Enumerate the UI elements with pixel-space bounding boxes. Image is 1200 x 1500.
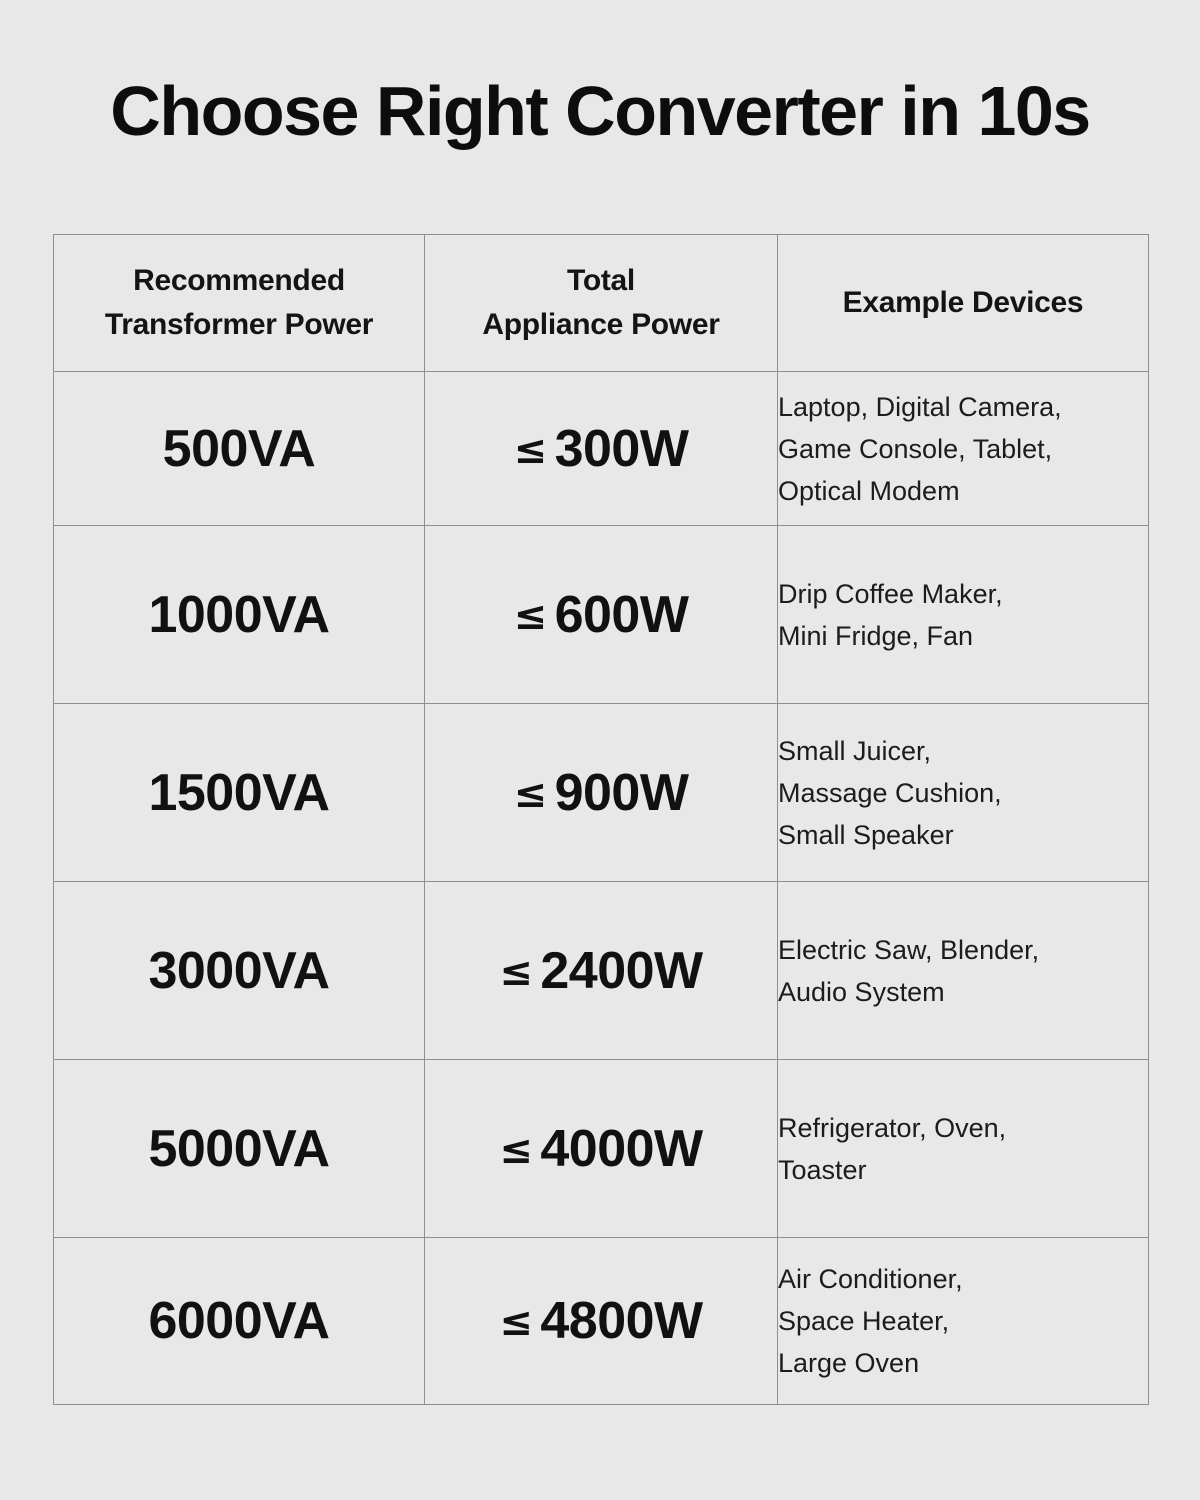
leq-symbol: ≤ (499, 1299, 533, 1345)
header-line: Recommended (133, 264, 345, 297)
header-example-devices (778, 235, 1149, 372)
appliance-power-value: 2400W (540, 941, 703, 1000)
transformer-power-cell: 1000VA (54, 526, 425, 704)
example-devices-cell (778, 372, 1149, 526)
device-line: Large Oven (778, 1348, 920, 1378)
table-row (54, 526, 1149, 704)
device-line: Small Speaker (778, 819, 954, 850)
example-devices-cell (778, 704, 1149, 882)
table-row (54, 1060, 1149, 1238)
example-devices-cell (778, 526, 1149, 704)
device-line: Air Conditioner, (778, 1264, 963, 1294)
leq-symbol: ≤ (499, 1126, 533, 1173)
appliance-power-cell (425, 372, 778, 526)
page-title: Choose Right Converter in 10s (110, 72, 1090, 150)
device-line: Laptop, Digital Camera, (778, 391, 1062, 422)
appliance-power-value: 4800W (540, 1292, 703, 1350)
transformer-power-cell: 5000VA (54, 1060, 425, 1238)
device-line: Small Juicer, (778, 735, 932, 766)
appliance-power-value: 600W (554, 585, 689, 644)
transformer-power-cell: 1500VA (54, 704, 425, 882)
table-header-row (54, 235, 1149, 372)
transformer-power-cell: 500VA (54, 372, 425, 526)
device-line: Refrigerator, Oven, (778, 1112, 1007, 1143)
converter-guide-table (53, 234, 1149, 1405)
device-line: Game Console, Tablet, (778, 433, 1053, 464)
leq-symbol: ≤ (513, 592, 547, 639)
device-line: Optical Modem (778, 475, 960, 506)
header-line: Total (567, 264, 635, 297)
device-line: Massage Cushion, (778, 777, 1002, 808)
appliance-power-cell (425, 882, 778, 1060)
device-line: Audio System (778, 976, 945, 1007)
header-appliance-power (425, 235, 778, 372)
appliance-power-cell (425, 526, 778, 704)
appliance-power-cell (425, 1238, 778, 1405)
example-devices-cell (778, 882, 1149, 1060)
leq-symbol: ≤ (513, 770, 547, 817)
device-line: Drip Coffee Maker, (778, 578, 1003, 609)
header-line: Example Devices (842, 286, 1084, 319)
leq-symbol: ≤ (499, 948, 533, 995)
device-line: Toaster (778, 1154, 867, 1185)
table-row (54, 882, 1149, 1060)
appliance-power-value: 4000W (540, 1119, 703, 1178)
example-devices-cell (778, 1060, 1149, 1238)
header-line: Transformer Power (104, 308, 374, 341)
transformer-power-cell: 3000VA (54, 882, 425, 1060)
table-row (54, 704, 1149, 882)
leq-symbol: ≤ (513, 426, 547, 473)
header-line: Appliance Power (482, 308, 720, 341)
device-line: Space Heater, (778, 1306, 950, 1336)
device-line: Mini Fridge, Fan (778, 620, 974, 651)
appliance-power-value: 900W (554, 763, 689, 822)
appliance-power-value: 300W (554, 419, 689, 478)
device-line: Electric Saw, Blender, (778, 934, 1040, 965)
header-transformer-power (54, 235, 425, 372)
transformer-power-cell: 6000VA (54, 1238, 425, 1405)
example-devices-cell (778, 1238, 1149, 1405)
table-row (54, 372, 1149, 526)
appliance-power-cell (425, 704, 778, 882)
appliance-power-cell (425, 1060, 778, 1238)
table-row (54, 1238, 1149, 1405)
